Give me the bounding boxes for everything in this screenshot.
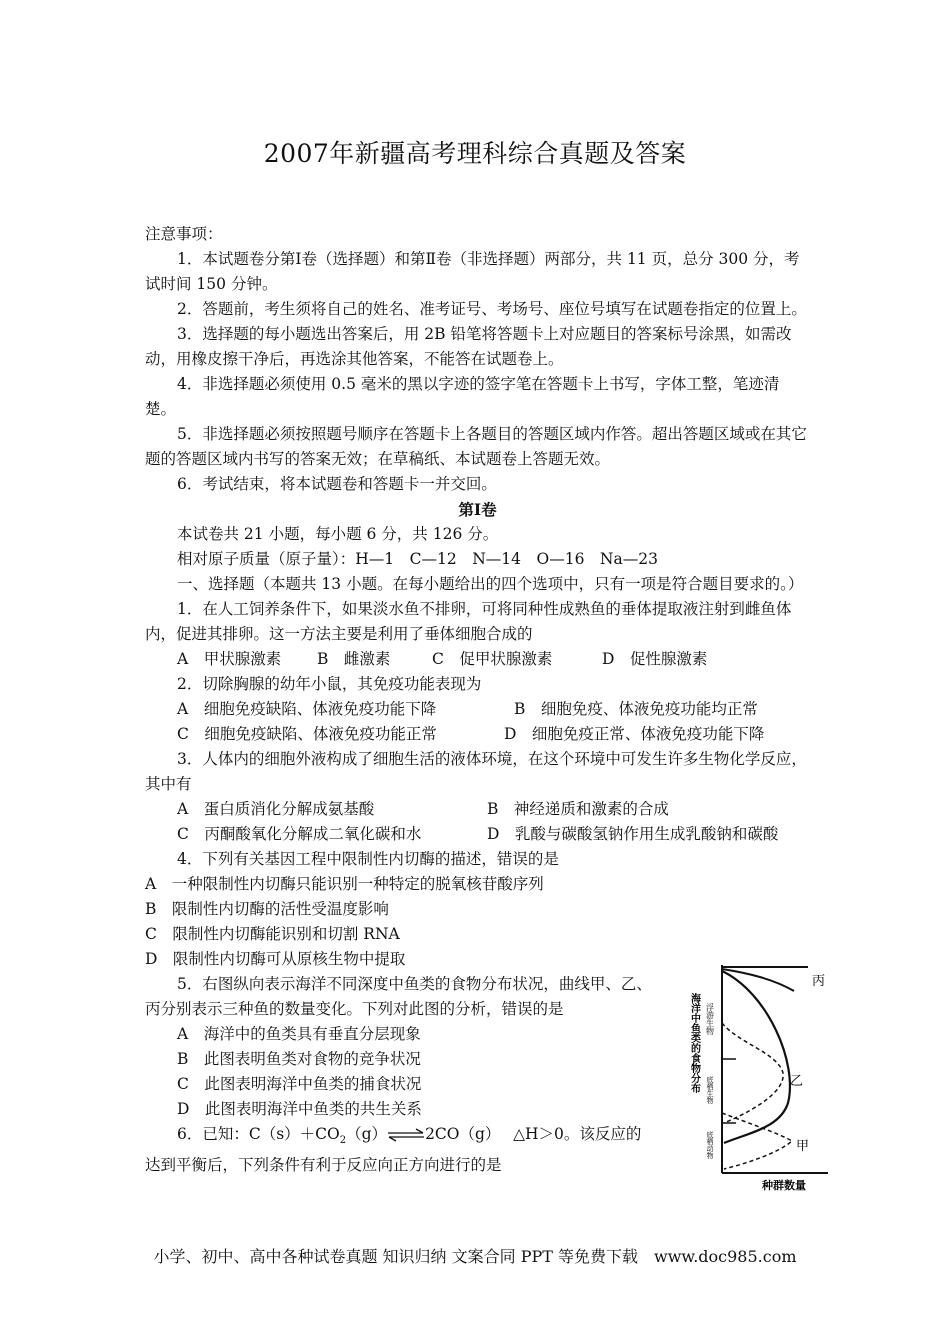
- question-6-stem-cont: 达到平衡后，下列条件有利于反应向正方向进行的是: [145, 1156, 502, 1175]
- fish-distribution-figure: [688, 963, 834, 1195]
- notice-item: 1．本试题卷分第Ⅰ卷（选择题）和第Ⅱ卷（非选择题）两部分，共 11 页，总分 300 分，考试时间 150 分钟。: [145, 250, 800, 293]
- q6-text-b: （g）: [346, 1125, 388, 1143]
- fish-distribution-chart: [688, 963, 834, 1195]
- question-2-stem: 2．切除胸腺的幼年小鼠，其免疫功能表现为: [177, 675, 482, 693]
- question-4-stem: 4．下列有关基因工程中限制性内切酶的描述，错误的是: [177, 850, 559, 868]
- y-axis-title: 海洋中鱼类的食物分布: [688, 993, 700, 1093]
- q6-text-a: 6．已知：C（s）＋CO: [177, 1125, 340, 1143]
- question-2-options-row2: [145, 722, 810, 747]
- question-3-options-row2: [145, 822, 810, 847]
- curve-dashed-mid: [722, 1023, 783, 1123]
- question-1-options: [145, 647, 810, 672]
- atomic-mass-line: 相对原子质量（原子量）：H—1 C—12 N—14 O—16 Na—23: [177, 550, 658, 568]
- question-4-option-d: D 限制性内切酶可从原核生物中提取: [145, 950, 406, 968]
- question-5-option-c: C 此图表明海洋中鱼类的捕食状况: [177, 1075, 422, 1093]
- option-a: A 甲状腺激素: [177, 650, 282, 668]
- question-3-options-row1: [145, 797, 810, 822]
- curve-bing: [722, 969, 794, 991]
- document-title: 2007年新疆高考理科综合真题及答案: [263, 139, 687, 168]
- part1-header: 一、选择题（本题共 13 小题。在每小题给出的四个选项中，只有一项是符合题目要求的。）: [177, 575, 804, 593]
- option-d: D 促性腺激素: [602, 650, 708, 668]
- notice-header: 注意事项：: [145, 225, 223, 243]
- zone-label-benthic-animals: 底栖动物: [706, 1131, 714, 1159]
- question-5-option-b: B 此图表明鱼类对食物的竞争状况: [177, 1050, 421, 1068]
- q6-subscript: 2: [339, 1135, 347, 1147]
- option-a: A 蛋白质消化分解成氨基酸: [177, 800, 375, 818]
- option-d: D 细胞免疫正常、体液免疫功能下降: [504, 725, 765, 743]
- notice-item: 5．非选择题必须按照题号顺序在答题卡上各题目的答题区域内作答。超出答题区域或在其它题的答题区域内书写的答案无效；在草稿纸、本试题卷上答题无效。: [145, 425, 807, 468]
- curve-yi: [722, 971, 790, 1143]
- option-c: C 丙酮酸氧化分解成二氧化碳和水: [177, 825, 422, 843]
- label-yi: 乙: [790, 1074, 804, 1089]
- question-5-option-a: A 海洋中的鱼类具有垂直分层现象: [177, 1025, 421, 1043]
- option-b: B 雌激素: [317, 650, 391, 668]
- question-5-stem: 5．右图纵向表示海洋不同深度中鱼类的食物分布状况，曲线甲、乙、丙分别表示三种鱼的数量变化。下列对此图的分析，错误的是: [145, 975, 652, 1018]
- question-2-options-row1: [145, 697, 810, 722]
- notice-item: 4．非选择题必须使用 0.5 毫米的黑以字迹的签字笔在答题卡上书写，字体工整，笔迹清楚。: [145, 375, 780, 418]
- option-c: C 促甲状腺激素: [432, 650, 553, 668]
- x-axis-title: 种群数量: [762, 1179, 806, 1192]
- question-5-option-d: D 此图表明海洋中鱼类的共生关系: [177, 1100, 422, 1118]
- question-1-stem: 1．在人工饲养条件下，如果淡水鱼不排卵，可将同种性成熟鱼的垂体提取液注射到雌鱼体内，促进其排卵。这一方法主要是利用了垂体细胞合成的: [145, 600, 792, 643]
- notice-item: 2．答题前，考生须将自己的姓名、准考证号、考场号、座位号填写在试题卷指定的位置上。: [177, 300, 807, 318]
- notice-item: 6．考试结束，将本试题卷和答题卡一并交回。: [177, 475, 497, 493]
- section-title: 第Ⅰ卷: [458, 500, 497, 519]
- option-a: A 细胞免疫缺陷、体液免疫功能下降: [177, 700, 437, 718]
- q6-text-c: 2CO（g） △H＞0。该反应的: [425, 1125, 642, 1143]
- option-b: B 神经递质和激素的合成: [487, 800, 669, 818]
- question-4-option-a: A 一种限制性内切酶只能识别一种特定的脱氧核苷酸序列: [145, 875, 544, 893]
- zone-label-benthos: 底栖生物: [706, 1076, 714, 1104]
- question-4-option-c: C 限制性内切酶能识别和切割 RNA: [145, 925, 400, 943]
- equilibrium-arrow-icon: [387, 1128, 425, 1142]
- option-b: B 细胞免疫、体液免疫功能均正常: [514, 700, 758, 718]
- footer-text: 小学、初中、高中各种试卷真题 知识归纳 文案合同 PPT 等免费下载 www.doc985.com: [153, 1247, 797, 1266]
- label-jia: 甲: [796, 1139, 810, 1154]
- question-3-stem: 3．人体内的细胞外液构成了细胞生活的液体环境，在这个环境中可发生许多生物化学反应，其中有: [145, 750, 807, 793]
- curve-jia: [722, 1113, 792, 1169]
- section-info: 本试卷共 21 小题，每小题 6 分，共 126 分。: [177, 525, 499, 543]
- notice-item: 3．选择题的每小题选出答案后，用 2B 铅笔将答题卡上对应题目的答案标号涂黑，如需改动，用橡皮擦干净后，再选涂其他答案，不能答在试题卷上。: [145, 325, 792, 368]
- option-c: C 细胞免疫缺陷、体液免疫功能正常: [177, 725, 437, 743]
- option-d: D 乳酸与碳酸氢钠作用生成乳酸钠和碳酸: [487, 825, 779, 843]
- question-4-option-b: B 限制性内切酶的活性受温度影响: [145, 900, 389, 918]
- zone-label-plankton: 浮游生物: [705, 1003, 715, 1035]
- label-bing: 丙: [812, 974, 826, 989]
